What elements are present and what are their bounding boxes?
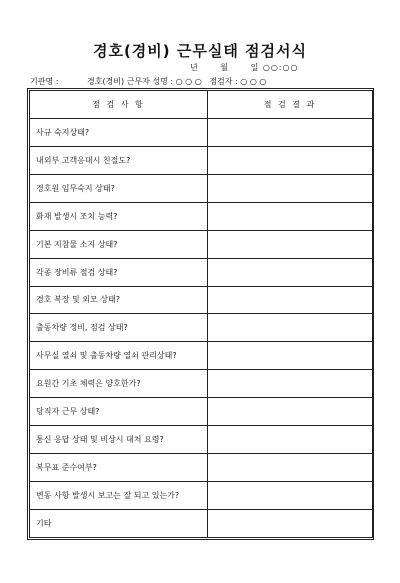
check-result-cell[interactable]: [208, 481, 373, 509]
check-item-cell: 통신 응답 상태 및 비상시 대처 요령?: [30, 426, 208, 454]
header-check-result: 점 검 결 과: [208, 91, 373, 119]
table-row: [30, 258, 373, 286]
org-label: 기관명 :: [30, 77, 59, 86]
check-item-cell: 당직자 근무 상태?: [30, 398, 208, 426]
check-result-cell[interactable]: [208, 258, 373, 286]
check-item-cell: 복무표 준수여부?: [30, 454, 208, 482]
check-item-cell: 기본 지참물 소지 상태?: [30, 230, 208, 258]
check-result-cell[interactable]: [208, 146, 373, 174]
day-time-label: 일 ○○:○○: [250, 63, 299, 72]
check-item-cell: 출동차량 정비, 점검 상태?: [30, 314, 208, 342]
table-row: [30, 174, 373, 202]
check-item-cell: 사규 숙지상태?: [30, 119, 208, 147]
check-result-cell[interactable]: [208, 454, 373, 482]
check-result-cell[interactable]: [208, 202, 373, 230]
table-row: [30, 286, 373, 314]
check-result-cell[interactable]: [208, 342, 373, 370]
check-item-cell: 화재 발생시 조치 능력?: [30, 202, 208, 230]
table-row: [30, 509, 373, 537]
check-result-cell[interactable]: [208, 230, 373, 258]
table-row: [30, 119, 373, 147]
check-result-cell[interactable]: [208, 509, 373, 537]
check-result-cell[interactable]: [208, 286, 373, 314]
table-row: [30, 426, 373, 454]
check-result-cell[interactable]: [208, 426, 373, 454]
date-line: [190, 62, 298, 73]
header-check-item: 점 검 사 항: [30, 91, 208, 119]
check-result-cell[interactable]: [208, 370, 373, 398]
table-row: [30, 202, 373, 230]
inspection-table: [29, 90, 373, 538]
table-row: [30, 454, 373, 482]
form-title: 경호(경비) 근무실태 점검서식: [92, 42, 308, 60]
table-header-row: [30, 91, 373, 119]
table-row: [30, 342, 373, 370]
check-result-cell[interactable]: [208, 119, 373, 147]
info-line: [30, 76, 266, 87]
inspector-label: 점검자 : ○ ○ ○: [209, 77, 267, 86]
check-item-cell: 경호 복장 및 외모 상태?: [30, 286, 208, 314]
check-item-cell: 각종 장비류 점검 상태?: [30, 258, 208, 286]
check-item-cell: 사무실 열쇠 및 출동차량 열쇠 관리상태?: [30, 342, 208, 370]
table-row: [30, 370, 373, 398]
check-item-cell: 변동 사항 발생시 보고는 잘 되고 있는가?: [30, 481, 208, 509]
table-row: [30, 481, 373, 509]
table-row: [30, 314, 373, 342]
check-result-cell[interactable]: [208, 174, 373, 202]
year-label: 년: [190, 63, 199, 72]
table-row: [30, 398, 373, 426]
check-result-cell[interactable]: [208, 398, 373, 426]
table-row: [30, 230, 373, 258]
check-item-cell: 요원간 기초 체력은 양호한가?: [30, 370, 208, 398]
month-label: 월: [220, 63, 230, 72]
table-row: [30, 146, 373, 174]
check-result-cell[interactable]: [208, 314, 373, 342]
check-item-cell: 기타: [30, 509, 208, 537]
guard-name-label: 경호(경비) 근무자 성명 : ○ ○ ○: [86, 77, 202, 86]
check-item-cell: 경호원 임무숙지 상태?: [30, 174, 208, 202]
check-item-cell: 내외부 고객응대시 친절도?: [30, 146, 208, 174]
